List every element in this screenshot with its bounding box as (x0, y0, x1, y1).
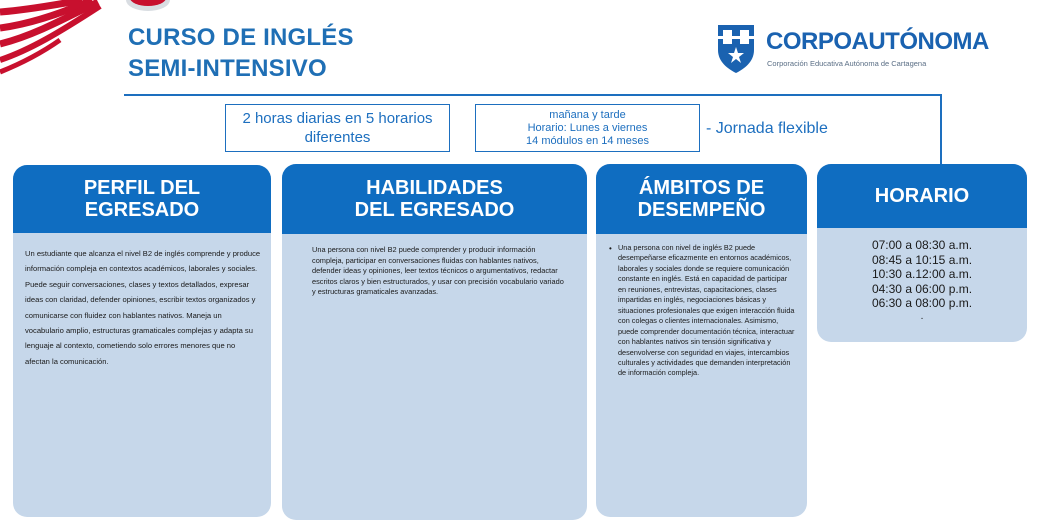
card-body-text: Una persona con nivel de inglés B2 puede desempeñarse eficazmente en entornos académicos, laborales y sociales donde se requiere comunicación constante en inglés. Está en capacidad de participar en reuniones, entrevistas, capacitaciones, clases impartidas en inglés, negociaciones básicas y situaciones profesionales que exigen interacción fluida con colegas o clientes internacionales. Asimismo, puede comprender documentación técnica, interactuar con hablantes nativos sin tensión significativa y desenvolverse con seguridad en viajes, intercambios culturales y actividades que demanden interpretación de información compleja. (618, 243, 795, 378)
schedule-list (817, 228, 1027, 342)
card-habilidades-egresado (282, 164, 587, 520)
card-header (13, 165, 271, 233)
schedule-slot: 08:45 a 10:15 a.m. (871, 252, 973, 267)
title-line-1: CURSO DE INGLÉS (128, 24, 354, 51)
connector-line (124, 94, 942, 96)
card-title-line: PERFIL DEL (83, 177, 201, 199)
card-body: Una persona con nivel B2 puede comprender y producir información compleja, participar en conversaciones fluidas con hablantes nativos, defender ideas y opiniones, leer textos técnicos o argumentativos, redactar escritos claros y bien estructurados, y usar con precisión vocabulario variado y estructuras gramaticales avanzadas. (312, 245, 564, 297)
hours-info-box (225, 104, 450, 152)
usa-flag-decoration (0, 0, 130, 75)
card-title-line: DESEMPEÑO (637, 199, 766, 221)
schedule-info-line: mañana y tarde (549, 108, 626, 121)
schedule-info-line: Horario: Lunes a viernes (527, 121, 648, 134)
card-body (596, 234, 807, 517)
brand-subtitle: Corporación Educativa Autónoma de Cartagena (767, 59, 927, 68)
schedule-slot: 04:30 a 06:00 p.m. (871, 281, 973, 296)
schedule-info-box (475, 104, 700, 152)
brand-name: CORPOAUTÓNOMA (766, 28, 989, 55)
card-title-line: ÁMBITOS DE (638, 177, 765, 199)
card-body: Un estudiante que alcanza el nivel B2 de inglés comprende y produce información compleja en contextos académicos, laborales y sociales. Puede seguir conversaciones, clases y textos detallados, expresar ideas con claridad, defender opiniones, escribir textos organizados y comunicarse con fluidez con hablantes nativos. Maneja un vocabulario amplio, estructuras gramaticales complejas y adapta su lenguaje al contexto, cometiendo solo errores menores que no afectan la comunicación. (25, 249, 261, 366)
brand-logo (714, 22, 989, 76)
schedule-slot: 07:00 a 08:30 a.m. (871, 238, 973, 252)
card-perfil-egresado (13, 165, 271, 517)
card-title-line: HABILIDADES (366, 177, 503, 199)
title-line-2: SEMI-INTENSIVO (128, 55, 327, 82)
card-ambitos-desempeno (596, 164, 807, 517)
hours-info-text: 2 horas diarias en 5 horarios diferentes (242, 110, 433, 146)
schedule-slot: 10:30 a.12:00 a.m. (871, 267, 973, 281)
shield-icon (714, 22, 758, 74)
card-title-line: DEL EGRESADO (354, 199, 515, 221)
flexible-schedule-note: - Jornada flexible (706, 120, 828, 137)
schedule-slot: 06:30 a 08:00 p.m. (871, 296, 973, 310)
schedule-info-line: 14 módulos en 14 meses (526, 134, 649, 147)
card-horario (817, 164, 1027, 342)
connector-line-right (940, 94, 942, 165)
bullet-icon: • (609, 244, 612, 253)
card-title-line: EGRESADO (84, 199, 200, 221)
card-header (282, 164, 587, 234)
schedule-trailing-dot: . (920, 310, 924, 322)
card-header (817, 164, 1027, 228)
emblem-icon (122, 0, 174, 18)
page-title (128, 22, 428, 84)
card-header (596, 164, 807, 234)
card-title: HORARIO (874, 185, 970, 207)
